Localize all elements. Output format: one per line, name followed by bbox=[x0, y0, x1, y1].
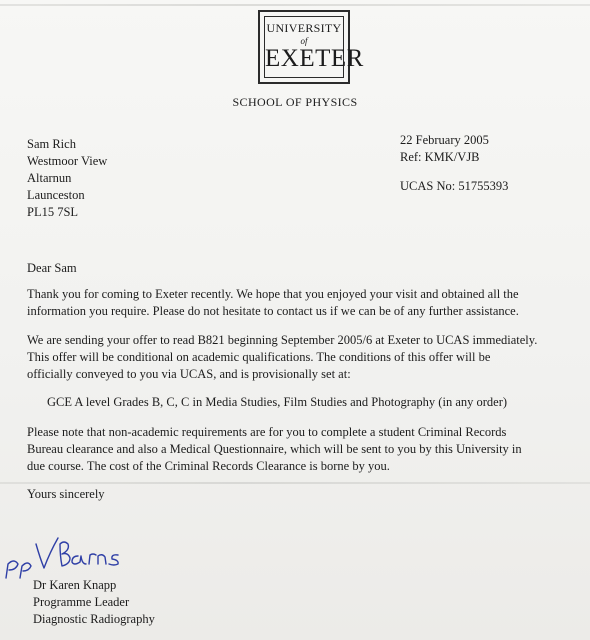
logo-line-of: of bbox=[300, 36, 308, 46]
paragraph-offer bbox=[27, 332, 537, 383]
letter-meta bbox=[400, 132, 489, 166]
signatory-block bbox=[33, 577, 155, 628]
signatory-name: Dr Karen Knapp bbox=[33, 578, 117, 592]
school-name: SCHOOL OF PHYSICS bbox=[232, 95, 358, 109]
letter-reference: Ref: KMK/VJB bbox=[400, 150, 480, 164]
paper-fold-line bbox=[0, 4, 590, 6]
logo-inner-border bbox=[264, 16, 364, 78]
ucas-number: UCAS No: 51755393 bbox=[400, 179, 509, 193]
closing-line: Yours sincerely bbox=[27, 487, 105, 501]
paragraph-line: Bureau clearance and also a Medical Questionnaire, which will be sent to you by this University in bbox=[27, 442, 522, 456]
paragraph-line: Thank you for coming to Exeter recently. We hope that you enjoyed your visit and obtained all the bbox=[27, 287, 519, 301]
paragraph-line: information you require. Please do not hesitate to contact us if we can be of any further assistance. bbox=[27, 304, 519, 318]
address-line: Altarnun bbox=[27, 171, 72, 185]
salutation: Dear Sam bbox=[27, 261, 77, 275]
paragraph-line: This offer will be conditional on academic qualifications. The conditions of this offer will be bbox=[27, 350, 491, 364]
paragraph-line: due course. The cost of the Criminal Records Clearance is borne by you. bbox=[27, 459, 390, 473]
paper-fold-line bbox=[0, 482, 590, 484]
address-line: Westmoor View bbox=[27, 154, 108, 168]
paragraph-line: We are sending your offer to read B821 beginning September 2005/6 at Exeter to UCAS immediately. bbox=[27, 333, 538, 347]
paragraph-thanks bbox=[27, 286, 519, 320]
paragraph-line: officially conveyed to you via UCAS, and is provisionally set at: bbox=[27, 367, 351, 381]
recipient-address bbox=[27, 136, 107, 221]
address-postcode: PL15 7SL bbox=[27, 205, 79, 219]
letter-date: 22 February 2005 bbox=[400, 133, 489, 147]
university-logo bbox=[258, 10, 364, 84]
signatory-title: Programme Leader bbox=[33, 595, 130, 609]
address-line: Launceston bbox=[27, 188, 85, 202]
signatory-department: Diagnostic Radiography bbox=[33, 612, 155, 626]
logo-line-exeter: EXETER bbox=[265, 45, 364, 72]
recipient-name: Sam Rich bbox=[27, 137, 76, 151]
paragraph-requirements bbox=[27, 424, 522, 475]
paragraph-line: Please note that non-academic requirements are for you to complete a student Criminal Records bbox=[27, 425, 507, 439]
offer-conditions: GCE A level Grades B, C, C in Media Studies, Film Studies and Photography (in any order) bbox=[47, 395, 508, 409]
logo-line-university: UNIVERSITY bbox=[266, 21, 342, 35]
